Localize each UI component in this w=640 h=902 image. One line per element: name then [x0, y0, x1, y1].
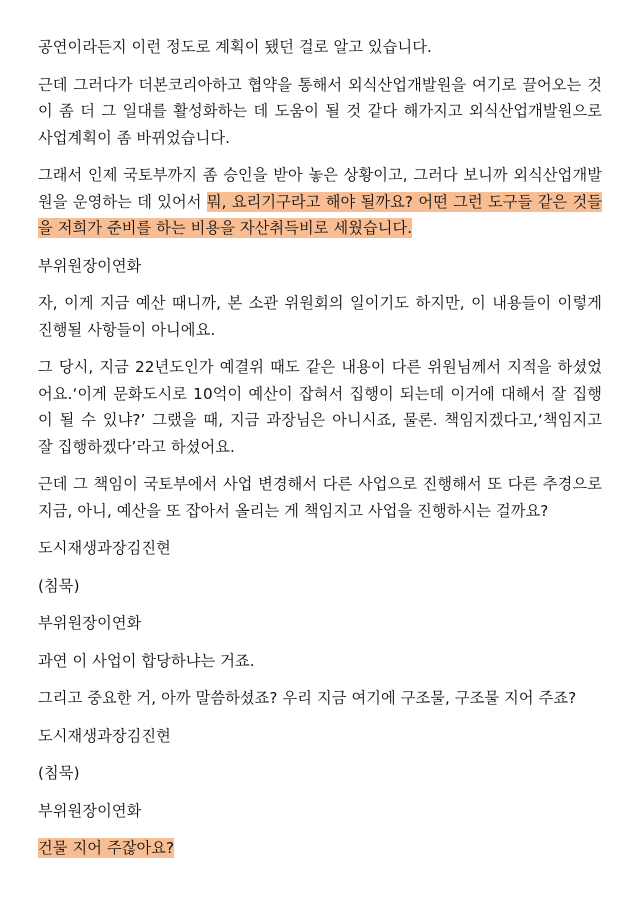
paragraph-text: 그래서 인제 국토부까지 좀 승인을 받아 놓은 상황이고, 그러다 보니까 외식산업개발원을 운영하는 데 있어서 [38, 166, 602, 211]
paragraph-text: 과연 이 사업이 합당하냐는 거죠. [38, 651, 255, 670]
paragraph-text: 자, 이게 지금 예산 때니까, 본 소관 위원회의 일이기도 하지만, 이 내용들이 이렇게 진행될 사항들이 아니에요. [38, 294, 602, 339]
paragraph-8 [38, 685, 602, 712]
speaker-label [38, 253, 602, 280]
paragraph-9 [38, 835, 602, 862]
paragraph-1 [38, 34, 602, 61]
paragraph-text: 근데 그러다가 더본코리아하고 협약을 통해서 외식산업개발원을 여기로 끌어오는 것이 좀 더 그 일대를 활성화하는 데 도움이 될 것 같다 해가지고 외식산업개발원으로 사업계획이 좀 바뀌었습니다. [38, 75, 602, 147]
highlighted-text: 건물 지어 주잖아요? [38, 839, 175, 857]
speaker-name: 부위원장이연화 [38, 614, 142, 632]
note-text: (침묵) [38, 764, 80, 782]
highlighted-text: 뭐, 요리기구라고 해야 될까요? 어떤 그런 도구들 같은 것들을 저희가 준비를 하는 비용을 자산취득비로 세웠습니다. [38, 192, 603, 237]
stage-note [38, 760, 602, 787]
speaker-name: 도시재생과장김진현 [38, 539, 171, 557]
speaker-name: 도시재생과장김진현 [38, 726, 171, 745]
paragraph-text: 근데 그 책임이 국토부에서 사업 변경해서 다른 사업으로 진행해서 또 다른 추경으로 지금, 아니, 예산을 또 잡아서 올리는 게 책임지고 사업을 진행하시는 걸까요? [38, 475, 602, 520]
paragraph-3 [38, 162, 602, 242]
paragraph-text: 그리고 중요한 거, 아까 말씀하셨죠? 우리 지금 여기에 구조물, 구조물 지어 주죠? [38, 689, 577, 707]
speaker-label [38, 723, 602, 750]
paragraph-7 [38, 648, 602, 675]
speaker-label [38, 535, 602, 562]
note-text: (침묵) [38, 576, 80, 595]
paragraph-5 [38, 354, 602, 460]
speaker-name: 부위원장이연화 [38, 256, 142, 275]
paragraph-2 [38, 72, 602, 152]
speaker-label [38, 798, 602, 825]
speaker-label [38, 610, 602, 637]
paragraph-text: 공연이라든지 이런 정도로 계획이 됐던 걸로 알고 있습니다. [38, 38, 432, 56]
paragraph-text: 그 당시, 지금 22년도인가 예결위 때도 같은 내용이 다른 위원님께서 지적을 하셨었어요.‘이게 문화도시로 10억이 예산이 잡혀서 집행이 되는데 이거에 대해서 잘 집행이 될 수 있냐?’ 그랬을 때, 지금 과장님은 아니시죠, 물론. 책임지겠다고,‘책임지고 잘 집행하겠다’라고 하셨어요. [38, 358, 602, 456]
paragraph-6 [38, 471, 602, 524]
speaker-name: 부위원장이연화 [38, 801, 142, 820]
stage-note [38, 573, 602, 600]
paragraph-4 [38, 290, 602, 343]
